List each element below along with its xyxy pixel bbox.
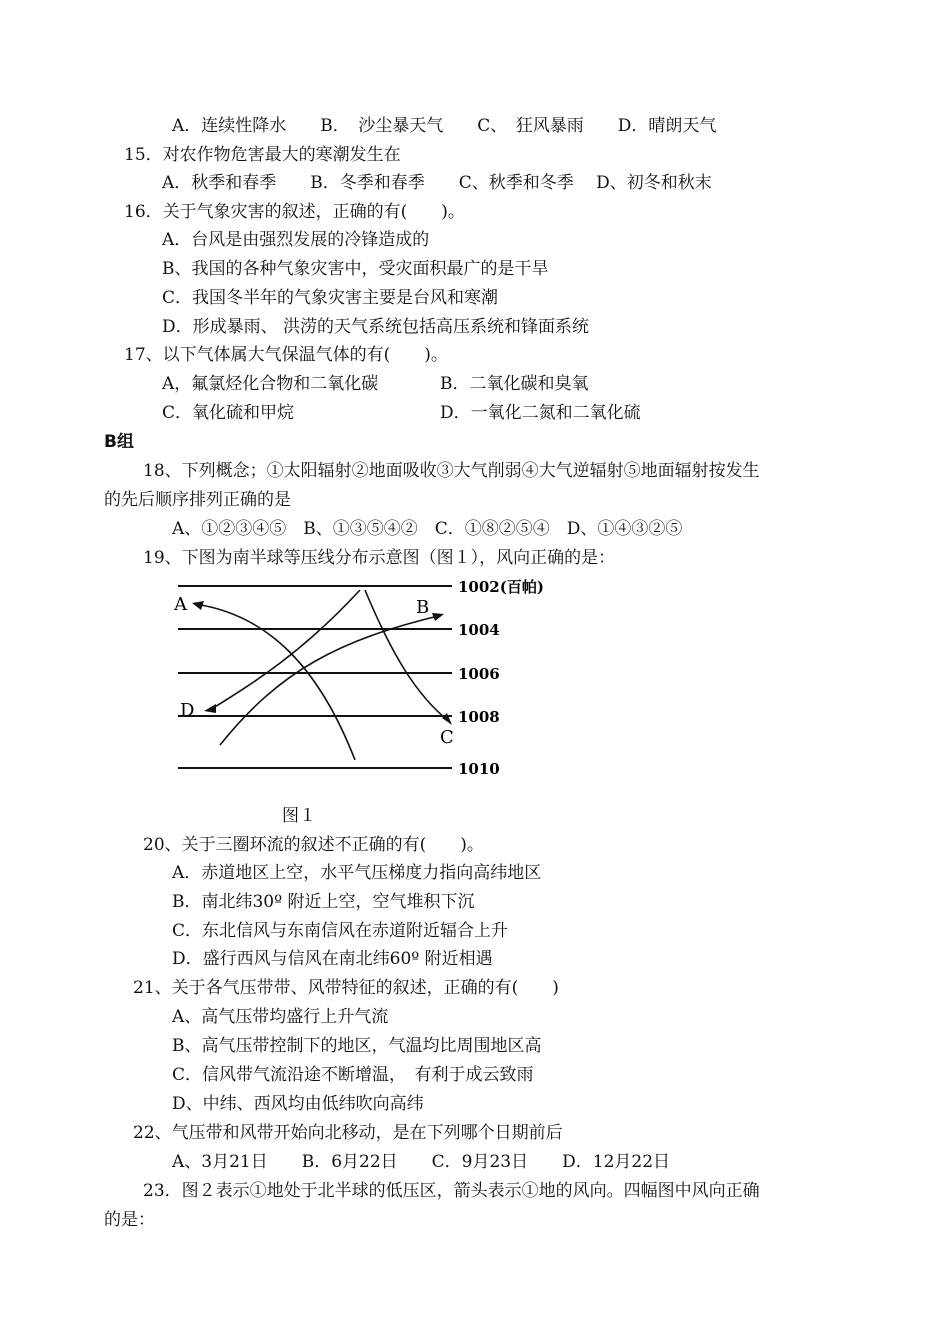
q16-option-d: D．形成暴雨、 洪涝的天气系统包括高压系统和锋面系统 [162,317,590,337]
isobar-label-1008: 1008 [458,708,500,726]
q20-option-b: B．南北纬30º 附近上空，空气堆积下沉 [172,892,475,912]
point-label-a: A [174,594,187,615]
q17-option-b: B．二氧化碳和臭氧 [440,374,589,394]
wind-curve-a [195,604,355,760]
q17-option-a: A，氟氯烃化合物和二氧化碳 [162,374,379,394]
q20-stem: 20、关于三圈环流的叙述不正确的有( )。 [143,835,484,855]
q23-stem-cont: 的是： [104,1210,155,1230]
q18-stem: 18、下列概念；①太阳辐射②地面吸收③大气削弱④大气逆辐射⑤地面辐射按发生 [143,461,760,481]
q15-options: A．秋季和春季 B．冬季和春季 C、秋季和冬季 D、初冬和秋末 [162,173,712,193]
q22-stem: 22、气压带和风带开始向北移动，是在下列哪个日期前后 [133,1123,563,1143]
q15-stem: 15．对农作物危害最大的寒潮发生在 [124,145,401,165]
q17-option-d: D．一氧化二氮和二氧化硫 [440,403,641,423]
section-heading-b: B组 [104,432,134,452]
q14-options: A．连续性降水 B． 沙尘暴天气 C、 狂风暴雨 D．晴朗天气 [172,116,717,136]
q22-options: A、3月21日 B．6月22日 C．9月23日 D．12月22日 [172,1152,671,1172]
q20-option-c: C．东北信风与东南信风在赤道附近辐合上升 [172,921,509,941]
arrowhead-b [432,613,444,621]
q21-stem: 21、关于各气压带带、风带特征的叙述，正确的有( ) [133,978,559,998]
q18-options: A、①②③④⑤ B、①③⑤④② C．①⑧②⑤④ D、①④③②⑤ [172,519,683,539]
wind-curve-c [365,590,450,722]
q17-stem: 17、以下气体属大气保温气体的有( )。 [124,345,448,365]
q19-stem: 19、下图为南半球等压线分布示意图（图１），风向正确的是： [143,548,616,568]
q16-option-b: B、我国的各种气象灾害中，受灾面积最广的是干旱 [162,259,549,279]
isobar-label-1010: 1010 [458,760,500,778]
arrowhead-d [204,704,216,713]
isobar-label-1004: 1004 [458,621,500,639]
q17-option-c: C．氧化硫和甲烷 [162,403,295,423]
q23-stem: 23．图２表示①地处于北半球的低压区，箭头表示①地的风向。四幅图中风向正确 [143,1181,760,1201]
q16-option-c: C．我国冬半年的气象灾害主要是台风和寒潮 [162,288,499,308]
q21-option-c: C．信风带气流沿途不断增温， 有利于成云致雨 [172,1065,534,1085]
q16-option-a: A．台风是由强烈发展的冷锋造成的 [162,230,430,250]
figure-caption: 图１ [282,806,316,826]
wind-curve-b [220,616,438,745]
isobar-figure [160,570,580,795]
q20-option-a: A．赤道地区上空，水平气压梯度力指向高纬地区 [172,863,542,883]
q20-option-d: D．盛行西风与信风在南北纬60º 附近相遇 [172,949,493,969]
q21-option-a: A、高气压带均盛行上升气流 [172,1007,389,1027]
q16-stem: 16．关于气象灾害的叙述，正确的有( )。 [124,202,465,222]
q21-option-b: B、高气压带控制下的地区，气温均比周围地区高 [172,1036,542,1056]
arrowhead-c [442,713,452,725]
q18-stem-cont: 的先后顺序排列正确的是 [104,490,291,510]
isobar-label-1006: 1006 [458,665,500,683]
point-label-d: D [180,700,195,721]
point-label-c: C [440,727,454,748]
arrowhead-a [192,601,204,610]
isobar-label-1002: 1002(百帕) [458,578,544,596]
point-label-b: B [416,597,430,618]
q21-option-d: D、中纬、西风均由低纬吹向高纬 [172,1094,424,1114]
